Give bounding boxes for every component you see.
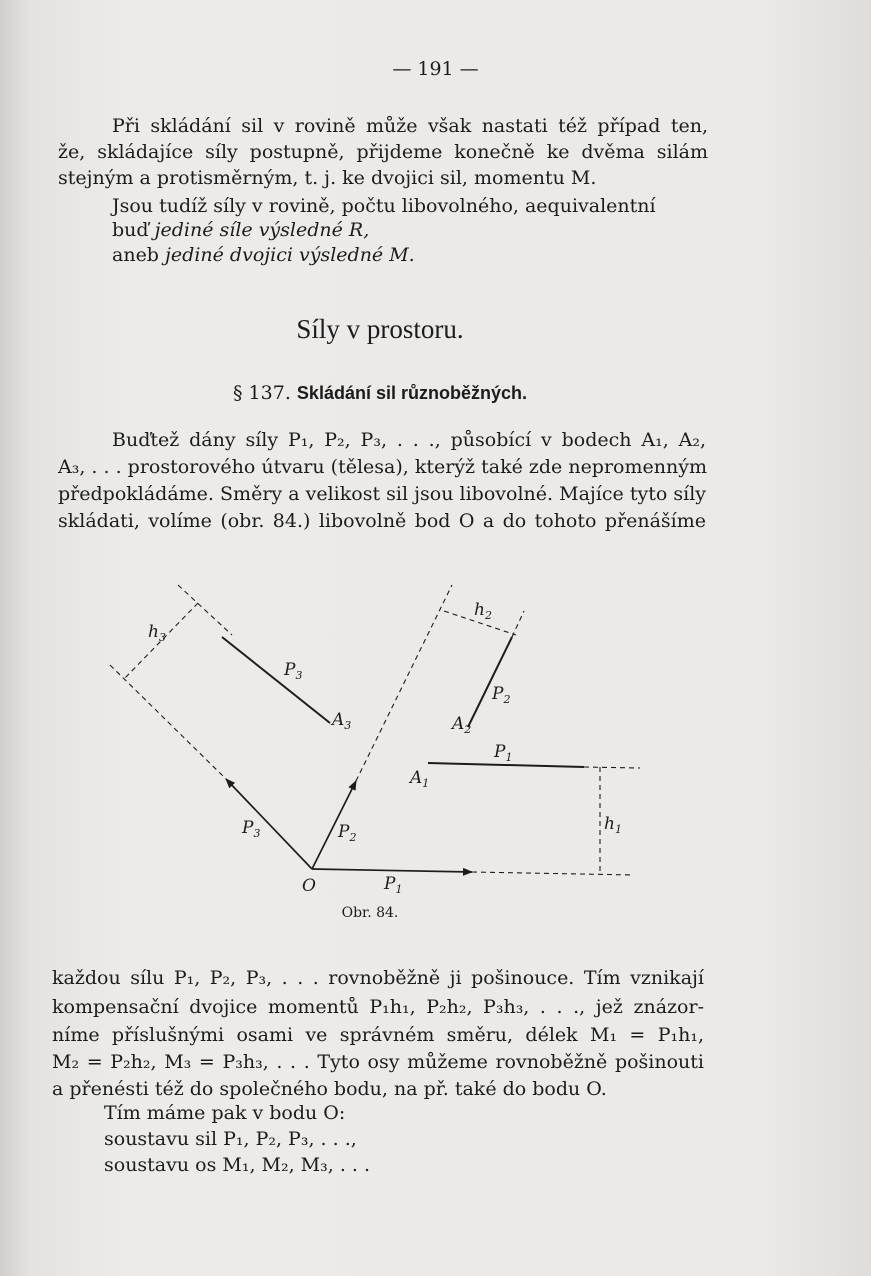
label-h3	[148, 622, 166, 644]
label-h3-main: h	[148, 622, 159, 642]
label-P2-top-main: P	[492, 684, 504, 704]
after-line-1: každou sílu P₁, P₂, P₃, . . . rovnoběžně ji pošinouce. Tím vznikají	[52, 967, 704, 989]
final-line-3: soustavu os M₁, M₂, M₃, . . .	[104, 1154, 371, 1176]
intro-line-1: Při skládání sil v rovině může však nastati též případ ten,	[112, 115, 708, 137]
intro-paragraph	[112, 114, 708, 139]
force-P3-original	[222, 637, 330, 723]
label-P3-top-main: P	[284, 660, 296, 680]
label-h1	[604, 814, 622, 836]
force-P2-original	[468, 637, 512, 727]
section-paragraph	[112, 428, 706, 453]
label-P2-bottom-sub: 2	[349, 831, 357, 844]
after-figure-paragraph	[52, 966, 704, 991]
label-P3-top	[283, 660, 302, 682]
section-paragraph-cont-1	[58, 455, 706, 480]
label-P1-bottom-sub: 1	[395, 883, 403, 895]
intro-line-5-prefix: buď	[112, 219, 149, 241]
label-h1-sub: 1	[614, 823, 622, 836]
label-A2-main: A	[452, 714, 465, 734]
label-P3-bottom-main: P	[242, 818, 254, 838]
dashed-P2-parallel	[356, 585, 452, 781]
label-P3-top-sub: 3	[295, 669, 303, 682]
intro-line-6	[112, 243, 415, 268]
after-figure-paragraph-cont-2	[52, 1023, 704, 1048]
intro-line-2: že, skládajíce síly postupně, přijdeme konečně ke dvěma silám	[58, 141, 708, 163]
section-line-1: Buďtež dány síly P₁, P₂, P₃, . . ., působící v bodech A₁, A₂,	[112, 429, 706, 451]
dashed-P2-extension	[512, 611, 524, 637]
figure-84-diagram	[0, 575, 871, 895]
final-line-1: Tím máme pak v bodu O:	[104, 1102, 346, 1124]
label-h2-main: h	[474, 600, 485, 620]
label-P1-bottom-main: P	[384, 874, 396, 894]
intro-line-3: stejným a protisměrným, t. j. ke dvojici sil, momentu M.	[58, 167, 597, 189]
label-P1-top-main: P	[494, 742, 506, 762]
intro-paragraph-cont	[58, 140, 708, 165]
section-paragraph-cont-3	[58, 509, 706, 534]
label-A1	[408, 768, 429, 790]
after-line-2: kompensační dvojice momentů P₁h₁, P₂h₂, P₃h₃, . . ., jež znázor-	[52, 996, 704, 1018]
label-P3-bottom	[241, 818, 260, 840]
after-figure-paragraph-cont-3	[52, 1050, 704, 1075]
intro-line-4: Jsou tudíž síly v rovině, počtu libovolného, aequivalentní	[112, 195, 656, 217]
label-P2-bottom	[337, 822, 356, 844]
label-A3-sub: 3	[344, 719, 352, 732]
after-figure-paragraph-cont-1	[52, 995, 704, 1020]
section-line-2: A₃, . . . prostorového útvaru (tělesa), kterýž také zde nepromenným	[58, 456, 707, 478]
section-heading	[0, 382, 760, 404]
final-line-2: soustavu sil P₁, P₂, P₃, . . .,	[104, 1128, 357, 1150]
after-line-5: a přenésti též do společného bodu, na př. také do bodu O.	[52, 1078, 607, 1100]
label-P2-bottom-main: P	[338, 822, 350, 842]
label-h3-sub: 3	[158, 631, 166, 644]
force-P1-line	[312, 869, 472, 872]
section-title: Skládání sil různoběžných.	[296, 383, 527, 403]
section-number: § 137.	[233, 382, 291, 404]
label-A3	[330, 710, 351, 732]
section-paragraph-cont-2	[58, 482, 706, 507]
figure-caption: Obr. 84.	[341, 905, 399, 921]
label-A2	[450, 714, 471, 736]
label-A2-sub: 2	[464, 723, 472, 736]
section-line-3: předpokládáme. Směry a velikost sil jsou libovolné. Majíce tyto síly	[58, 483, 706, 505]
intro-line-5	[112, 218, 369, 243]
intro-line-5-italic: jediné síle výsledné R,	[154, 219, 370, 241]
label-P2-top	[491, 684, 510, 706]
dashed-P1-parallel	[472, 872, 634, 875]
heading-title: Síly v prostoru.	[296, 314, 464, 344]
dashed-P3-parallel	[110, 665, 226, 779]
force-P3-line	[226, 779, 312, 869]
label-A3-main: A	[332, 710, 345, 730]
section-line-4: skládati, volíme (obr. 84.) libovolně bod O a do tohoto přenášíme	[58, 510, 706, 532]
label-P3-bottom-sub: 3	[253, 827, 261, 840]
label-P1-bottom	[383, 874, 402, 895]
label-h2-sub: 2	[484, 609, 492, 622]
label-h1-main: h	[604, 814, 615, 834]
intro-line-6-prefix: aneb	[112, 244, 159, 266]
after-line-3: níme příslušnými osami ve správném směru, délek M₁ = P₁h₁,	[52, 1024, 704, 1046]
page-number: — 191 —	[392, 58, 479, 80]
label-A1-main: A	[410, 768, 423, 788]
label-P2-top-sub: 2	[503, 693, 511, 706]
label-P1-top-sub: 1	[505, 751, 513, 764]
label-O: O	[302, 876, 316, 895]
label-A1-sub: 1	[422, 777, 430, 790]
dashed-P1-extension	[584, 767, 640, 768]
label-P1-top	[493, 742, 512, 764]
dashed-P3-extension	[178, 585, 232, 635]
intro-line-6-italic: jediné dvojici výsledné M.	[165, 244, 415, 266]
after-line-4: M₂ = P₂h₂, M₃ = P₃h₃, . . . Tyto osy můžeme rovnoběžně pošinouti	[52, 1051, 704, 1073]
label-h2	[474, 600, 492, 622]
